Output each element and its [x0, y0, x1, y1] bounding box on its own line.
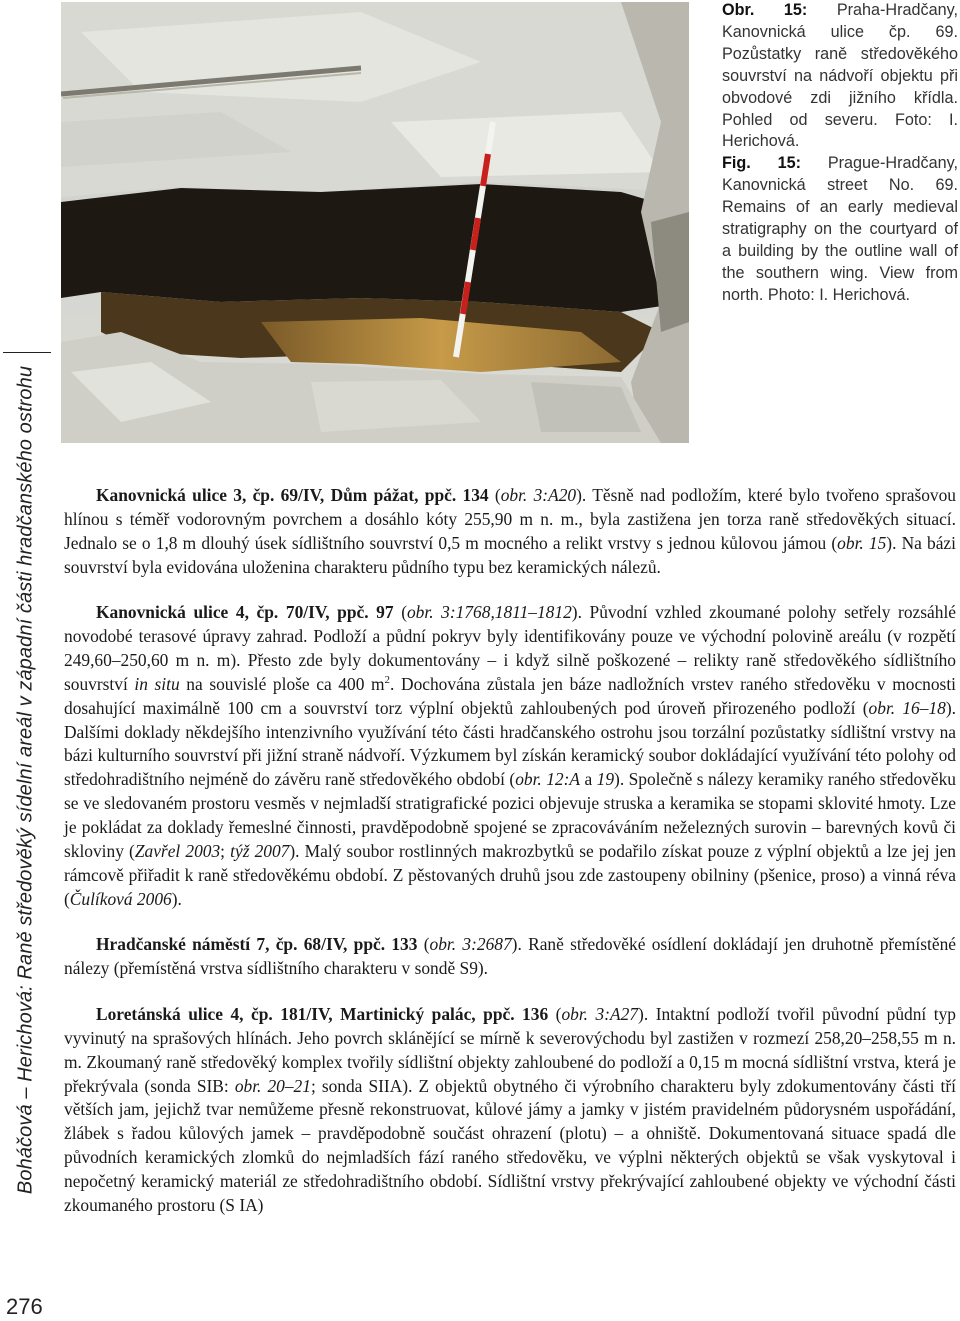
section-heading: Kanovnická ulice 3, čp. 69/IV, Dům pážat, ppč. 134 [96, 485, 489, 505]
section-paragraph: Kanovnická ulice 3, čp. 69/IV, Dům pážat, ppč. 134 (obr. 3:A20). Těsně nad podložím, které bylo tvořeno sprašovou hlínou s téměř vodorovným povrchem a dosáhlo kóty 255,90 m n. m., byla zastižena jen torza raně středověkých situací. Jednalo se o 1,8 m dlouhý úsek sídlištního souvrství 0,5 m mocného a relikt vrstvy s jednou kůlovou jámou (obr. 15). Na bázi souvrství byla evidována uloženina charakteru půdního typu bez keramických nálezů. [64, 485, 956, 577]
section-paragraph: Kanovnická ulice 4, čp. 70/IV, ppč. 97 (obr. 3:1768,1811–1812). Původní vzhled zkoumané polohy setřely rozsáhlé novodobé terasové úpravy zahrad. Podloží a půdní pokryv byly identifikovány pouze ve východní polovině areálu (v rozpětí 249,60–250,60 m n. m). Přesto zde byly dokumentovány – i když silně poškozené – relikty raně středověkého sídlištního souvrství in situ na souvislé ploše ca 400 $m^2$. Dochována zůstala jen báze nadložních vrstev raného středověku v mocnosti dosahující maximálně 100 cm a souvrství torz výplní objektů zahloubených pod úroveň přirozeného podloží (obr. 16–18). Dalšími doklady někdejšího intenzivního využívání této části hradčanského ostrohu jsou torzální pozůstatky sídlištní vrstvy na bázi kulturního souvrství při jižní straně nádvoří. Výzkumem byl získán keramický soubor dokládající využívání této polohy od středohradištního nejméně do závěru raně středověkého období (obr. 12:A a 19). Společně s nálezy keramiky raného středověku se ve sledovaném prostoru vesměs v nejmladší stratigrafické pozici objevuje struska a keramika se stopami sklovité hmoty. Lze je pokládat za doklady řemeslné činnosti, pravděpodobně spojené se zpracováváním neželezných surovin – barevných kovů či skloviny (Zavřel 2003; týž 2007). Malý soubor rostlinných makrozbytků se podařilo získat pouze z výplní objektů a lze jej jen rámcově přiřadit k raně středověkému období. Z pěstovaných druhů jsou zde zastoupeny obilniny (pšenice, proso) a vinná réva (Čulíková 2006). [64, 602, 957, 909]
caption-czech [722, 0, 958, 153]
page-number: 276 [6, 1294, 43, 1319]
article-body [64, 484, 956, 1218]
section-heading: Loretánská ulice 4, čp. 181/IV, Martinický palác, ppč. 136 [96, 1004, 549, 1025]
margin-strip [0, 0, 52, 1321]
section-heading: Kanovnická ulice 4, čp. 70/IV, ppč. 97 [96, 602, 394, 623]
running-head: Boháčová – Herichová: Raně středověký sídelní areál v západní části hradčanského ostrohu [14, 365, 37, 1195]
figure-reference: obr. 3:2687 [429, 934, 512, 955]
margin-rule [3, 352, 51, 353]
figure-reference: obr. 3:A20 [500, 485, 577, 505]
caption-text-cz: Praha-Hradčany, Kanovnická ulice čp. 69. Pozůstatky raně středověkého souvrství na nádvoří objektu při obvodové zdi jižního křídla. Pohled od severu. Foto: I. Herichová. [722, 1, 958, 151]
caption-label-en: Fig. 15: [722, 154, 801, 173]
figure-caption [722, 0, 958, 307]
section-paragraph: Hradčanské náměstí 7, čp. 68/IV, ppč. 133 (obr. 3:2687). Raně středověké osídlení dokládají jen druhotně přemístěné nálezy (přemístěná vrstva sídlištního charakteru v sondě S9). [64, 934, 957, 979]
figure-reference: obr. 3:1768,1811–1812 [406, 602, 572, 623]
section-heading: Hradčanské náměstí 7, čp. 68/IV, ppč. 133 [96, 934, 418, 955]
caption-text-en: Prague-Hradčany, Kanovnická street No. 69. Remains of an early medieval stratigraphy on the courtyard of a building by the outline wall of the southern wing. View from north. Photo: I. Herichová. [722, 154, 958, 304]
caption-english [722, 153, 958, 306]
excavation-photo [61, 2, 689, 443]
figure-reference: obr. 15 [837, 532, 887, 553]
caption-label-cz: Obr. 15: [722, 1, 808, 19]
figure-reference: obr. 3:A27 [561, 1004, 639, 1025]
section-paragraph: Loretánská ulice 4, čp. 181/IV, Martinický palác, ppč. 136 (obr. 3:A27). Intaktní podloží tvořil původní půdní typ vyvinutý na sprašových hlínách. Jeho povrch sklánějící se mírně k severovýchodu byl zastižen v rozmezí 258,20–258,55 m n. m. Zkoumaný raně středověký komplex tvořily sídlištní objekty zahloubené do podloží a 0,15 m mocná sídlištní vrstva, která je překrývala (sonda SIB: obr. 20–21; sonda SIIA). Z objektů obytného či výrobního charakteru byly zdokumentovány části tří větších jam, jejichž tvar nemůžeme přesně rekonstruovat, kůlové jámy a jamky v jistém pravidelném půdorysném uspořádání, žlábek s řadou kůlových jamek – pravděpodobně součást ohrazení (plotu) – a ohniště. Dokumentovaná situace spadá dle původních keramických zlomků do nejmladších fází raného středověku, ve výplni některých objektů se však vyskytoval i nepočetný keramický materiál ze středohradištního období. Sídlištní vrstvy překrývající zahloubené objekty ve východní části zkoumaného prostoru (S IA) [64, 1004, 957, 1215]
